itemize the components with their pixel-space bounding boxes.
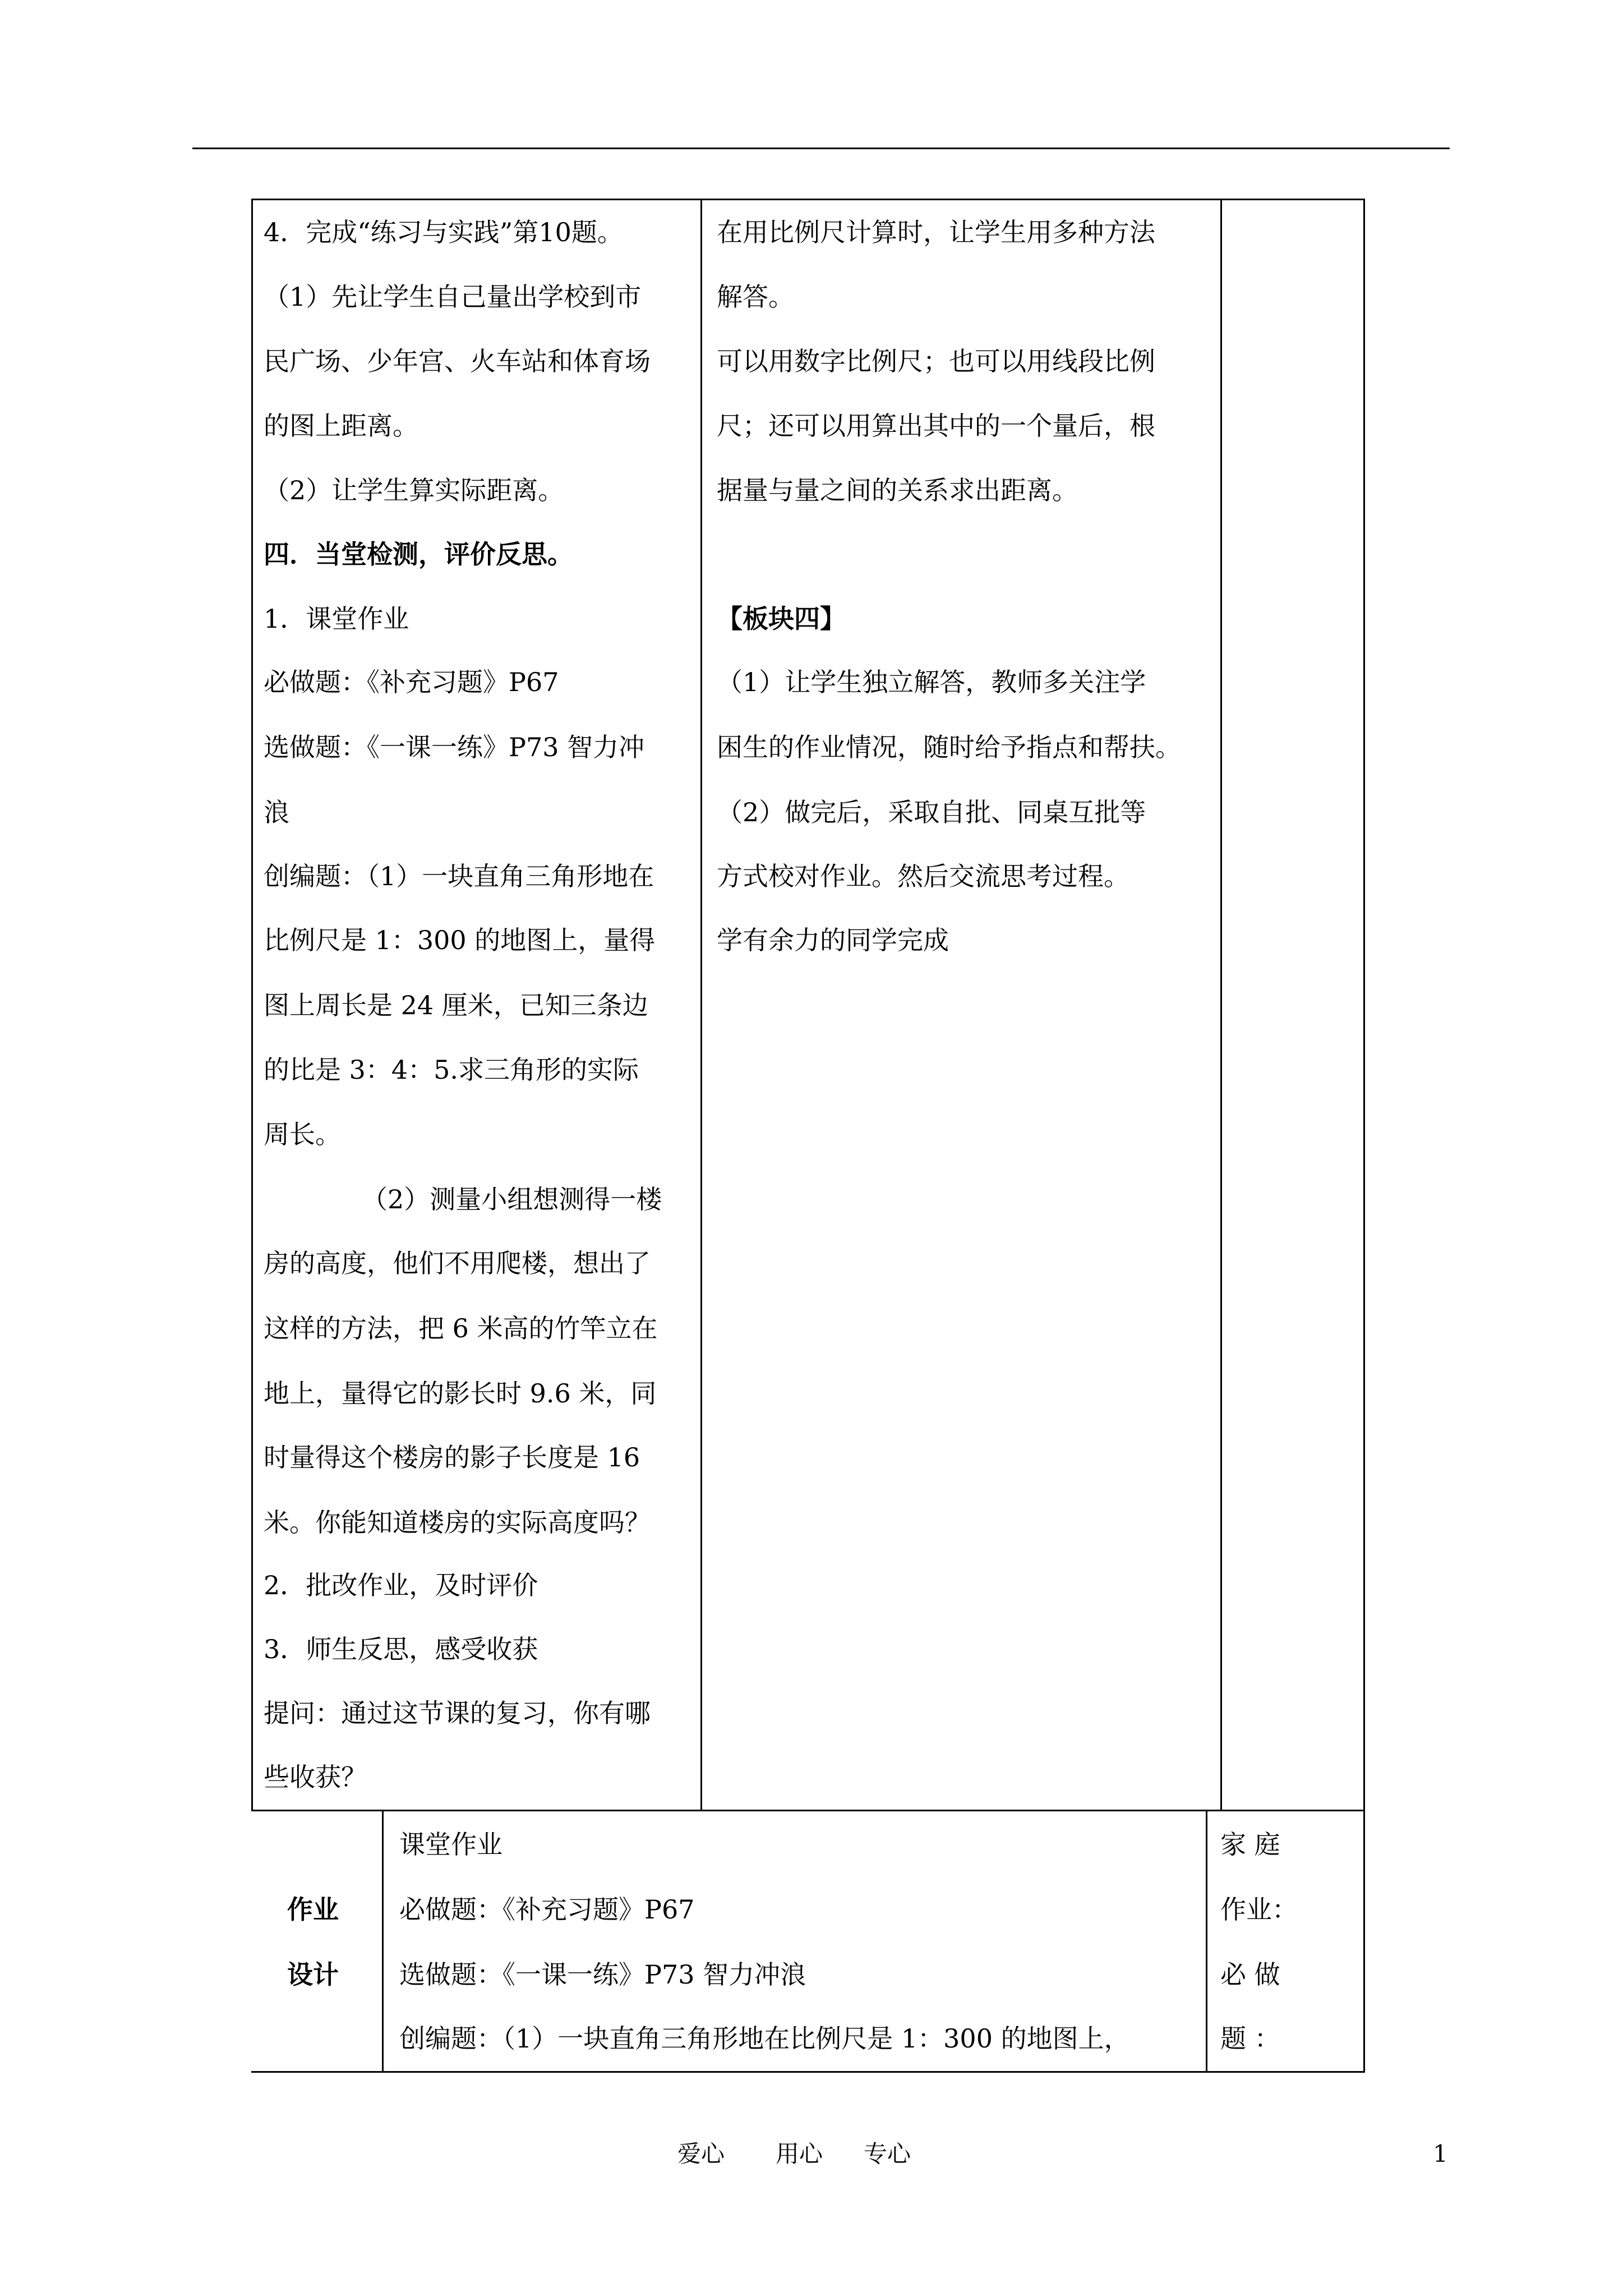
text-line: 民广场、少年宫、火车站和体育场 [264, 346, 651, 376]
lower-table-divider-2 [1206, 1810, 1207, 2072]
text-line: （2）做完后，采取自批、同桌互批等 [717, 797, 1146, 827]
text-line: 在用比例尺计算时，让学生用多种方法 [717, 217, 1155, 247]
text-line: 些收获？ [264, 1762, 367, 1792]
text-line: 时量得这个楼房的影子长度是 16 [264, 1442, 640, 1473]
text-line: 4．完成“练习与实践”第10题。 [264, 217, 623, 247]
text-line: 的比是 3：4：5.求三角形的实际 [264, 1055, 639, 1085]
upper-table-divider-1 [700, 199, 702, 1811]
section-heading: 四．当堂检测，评价反思。 [264, 539, 573, 569]
text-line: 地上，量得它的影长时 9.6 米，同 [264, 1378, 657, 1409]
footer-motto-3: 专心 [864, 2140, 911, 2168]
upper-table-bottom-border [251, 1810, 1365, 1811]
text-line: 创编题：（1）一块直角三角形地在 [264, 861, 654, 891]
text-line: （2）让学生算实际距离。 [264, 475, 564, 505]
text-line: 家 庭 [1220, 1829, 1280, 1860]
assignment-label: 作业 [287, 1894, 339, 1925]
text-line: （1）先让学生自己量出学校到市 [264, 282, 642, 312]
text-line: 学有余力的同学完成 [717, 925, 949, 955]
text-line: 方式校对作业。然后交流思考过程。 [717, 861, 1129, 891]
text-line: 房的高度，他们不用爬楼，想出了 [264, 1248, 651, 1278]
text-line: 米。你能知道楼房的实际高度吗？ [264, 1507, 651, 1538]
section-heading: 【板块四】 [717, 604, 846, 634]
header-rule [192, 148, 1450, 149]
footer-motto-1: 爱心 [677, 2140, 725, 2168]
text-line: 创编题：（1）一块直角三角形地在比例尺是 1：300 的地图上， [399, 2023, 1130, 2054]
text-line: 必 做 [1220, 1959, 1280, 1990]
text-line: 尺；还可以用算出其中的一个量后，根 [717, 411, 1155, 441]
text-line: 据量与量之间的关系求出距离。 [717, 475, 1078, 505]
lower-table-divider-1 [382, 1810, 384, 2072]
upper-table-top-border [251, 199, 1365, 200]
text-line: 可以用数字比例尺；也可以用线段比例 [717, 346, 1155, 376]
text-line: 必做题：《补充习题》P67 [399, 1894, 695, 1925]
text-line: 图上周长是 24 厘米，已知三条边 [264, 990, 648, 1020]
text-line: 1．课堂作业 [264, 604, 409, 634]
assignment-label: 设计 [287, 1959, 339, 1990]
text-line: （1）让学生独立解答，教师多关注学 [717, 667, 1146, 697]
text-line: （2）测量小组想测得一楼 [362, 1184, 662, 1214]
text-line: 选做题：《一课一练》P73 智力冲 [264, 732, 645, 762]
text-line: 周长。 [264, 1119, 341, 1149]
text-line: 必做题：《补充习题》P67 [264, 667, 559, 697]
upper-table-left-border [251, 199, 253, 1811]
text-line: 课堂作业 [399, 1829, 502, 1860]
text-line: 浪 [264, 797, 289, 827]
text-line: 2．批改作业，及时评价 [264, 1570, 538, 1600]
upper-table-divider-2 [1220, 199, 1222, 1811]
text-line: 比例尺是 1：300 的地图上，量得 [264, 925, 656, 955]
text-line: 选做题：《一课一练》P73 智力冲浪 [399, 1959, 806, 1990]
page-number: 1 [1433, 2140, 1448, 2168]
text-line: 提问：通过这节课的复习，你有哪 [264, 1698, 651, 1728]
text-line: 3．师生反思，感受收获 [264, 1634, 538, 1664]
upper-table-right-border [1363, 199, 1365, 2072]
text-line: 的图上距离。 [264, 411, 418, 441]
text-line: 解答。 [717, 282, 794, 312]
lower-table-bottom-border [251, 2071, 1365, 2073]
text-line: 困生的作业情况，随时给予指点和帮扶。 [717, 732, 1181, 762]
footer-motto-2: 用心 [776, 2140, 823, 2168]
text-line: 这样的方法，把 6 米高的竹竿立在 [264, 1313, 658, 1343]
text-line: 作业： [1220, 1894, 1298, 1925]
text-line: 题 ： [1220, 2023, 1280, 2054]
